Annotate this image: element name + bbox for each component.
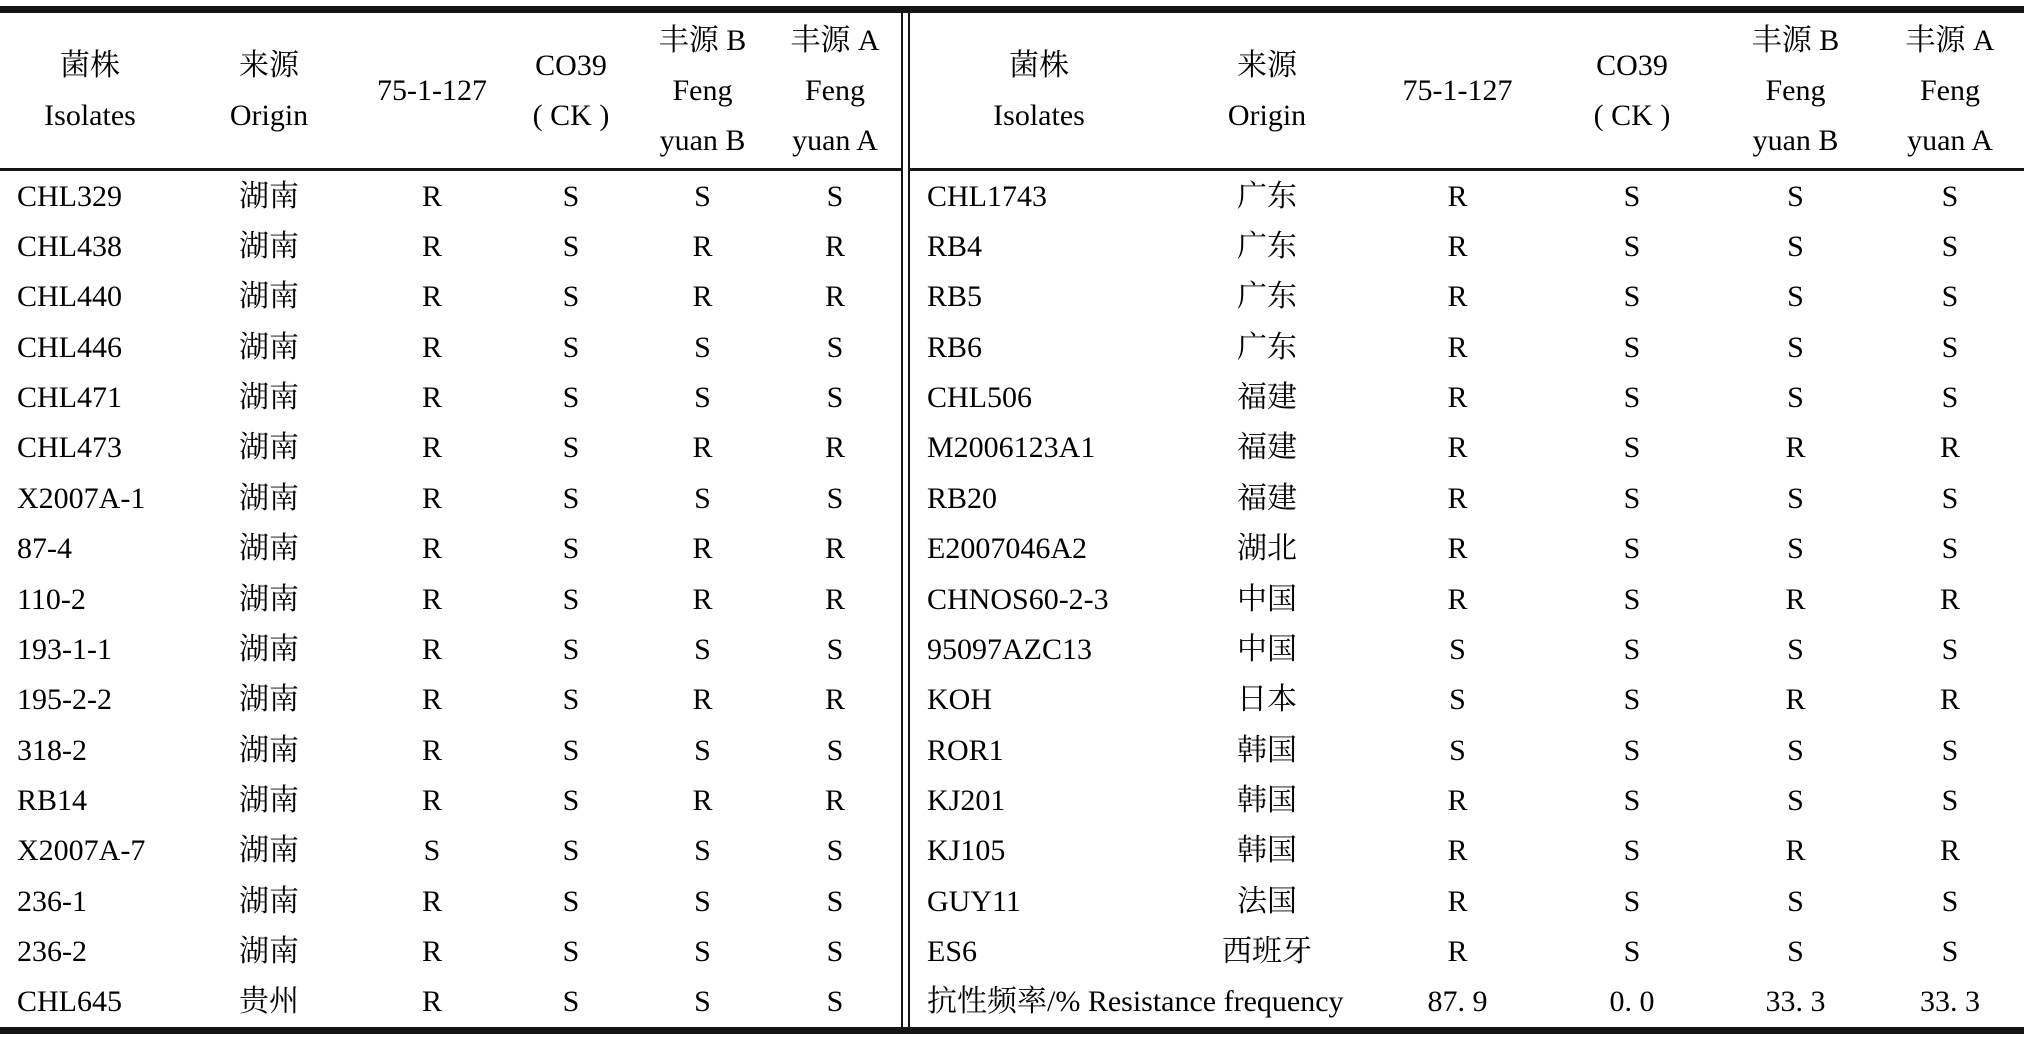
reaction-75-1-127-cell: R: [421, 330, 442, 364]
table-row: [910, 675, 2024, 725]
isolate-cell: KOH: [927, 683, 992, 717]
table-row: [910, 775, 2024, 825]
table-row: [0, 826, 901, 876]
column-header-75-1-127: [1366, 66, 1549, 116]
isolate-cell: GUY11: [927, 884, 1021, 918]
reaction-fengyuan-a-cell: S: [826, 632, 844, 666]
table-row: [0, 423, 901, 473]
reaction-fengyuan-b-cell: S: [694, 632, 711, 666]
table-row: [910, 826, 2024, 876]
table-row: [0, 473, 901, 523]
summary-label: 抗性频率/% Resistance frequency: [927, 985, 1344, 1019]
origin-cell: 法国: [1237, 884, 1297, 918]
reaction-fengyuan-a-cell: R: [1939, 683, 1960, 717]
origin-cell: 湖南: [239, 330, 299, 364]
isolate-cell: RB5: [927, 280, 983, 314]
reaction-75-1-127-cell: S: [1449, 632, 1466, 666]
origin-cell: 福建: [1237, 481, 1297, 515]
reaction-75-1-127-cell: R: [421, 783, 442, 817]
isolate-cell: 195-2-2: [17, 683, 112, 717]
reaction-co39-cell: S: [1623, 381, 1641, 415]
table-row: [0, 221, 901, 271]
reaction-co39-cell: S: [1623, 330, 1641, 364]
reaction-75-1-127-cell: R: [1447, 179, 1468, 213]
reaction-co39-cell: S: [562, 783, 580, 817]
reaction-75-1-127-cell: R: [1447, 783, 1468, 817]
isolate-cell: KJ105: [927, 834, 1006, 868]
reaction-fengyuan-b-cell: S: [1787, 884, 1804, 918]
center-double-rule: [901, 13, 910, 1027]
origin-cell: 日本: [1237, 683, 1297, 717]
column-header-line: Feng: [1920, 73, 1980, 107]
reaction-co39-cell: S: [562, 884, 580, 918]
reaction-75-1-127-cell: R: [1447, 431, 1468, 465]
column-header-line: ( CK ): [532, 98, 610, 132]
origin-cell: 西班牙: [1222, 935, 1312, 969]
reaction-75-1-127-cell: R: [421, 582, 442, 616]
isolate-cell: 95097AZC13: [927, 632, 1092, 666]
reaction-fengyuan-a-cell: S: [1941, 179, 1959, 213]
reaction-fengyuan-a-cell: S: [1941, 884, 1959, 918]
origin-cell: 韩国: [1237, 783, 1297, 817]
column-header-line: Origin: [1227, 98, 1307, 132]
reaction-co39-cell: S: [562, 632, 580, 666]
column-header-line: 来源: [1237, 48, 1297, 82]
reaction-fengyuan-b-cell: S: [1787, 783, 1804, 817]
reaction-fengyuan-b-cell: S: [694, 884, 711, 918]
reaction-fengyuan-a-cell: S: [1941, 733, 1959, 767]
isolate-cell: RB20: [927, 481, 998, 515]
reaction-75-1-127-cell: R: [1447, 532, 1468, 566]
column-header-fengyuan-a: [769, 16, 901, 166]
origin-cell: 湖南: [239, 532, 299, 566]
summary-value-75-1-127: 87. 9: [1427, 985, 1488, 1019]
reaction-fengyuan-a-cell: S: [826, 834, 844, 868]
reaction-fengyuan-a-cell: S: [1941, 935, 1959, 969]
isolate-cell: 110-2: [17, 582, 86, 616]
origin-cell: 湖南: [239, 884, 299, 918]
reaction-75-1-127-cell: R: [421, 381, 442, 415]
reaction-75-1-127-cell: R: [421, 985, 442, 1019]
reaction-fengyuan-b-cell: S: [1787, 280, 1804, 314]
reaction-75-1-127-cell: R: [421, 884, 442, 918]
reaction-fengyuan-a-cell: S: [1941, 330, 1959, 364]
reaction-fengyuan-a-cell: R: [824, 431, 845, 465]
isolate-cell: ES6: [927, 935, 978, 969]
reaction-75-1-127-cell: S: [423, 834, 441, 868]
reaction-co39-cell: S: [562, 179, 580, 213]
table-row: [0, 725, 901, 775]
reaction-fengyuan-a-cell: R: [824, 783, 845, 817]
column-header-line: Feng: [1765, 73, 1826, 107]
column-header-line: yuan A: [1907, 123, 1993, 157]
reaction-fengyuan-b-cell: R: [692, 431, 713, 465]
reaction-co39-cell: S: [562, 733, 580, 767]
origin-cell: 湖南: [239, 230, 299, 264]
reaction-fengyuan-b-cell: S: [694, 381, 711, 415]
reaction-co39-cell: S: [562, 834, 580, 868]
origin-cell: 中国: [1237, 582, 1297, 616]
reaction-fengyuan-a-cell: R: [1939, 582, 1960, 616]
origin-cell: 湖北: [1237, 532, 1297, 566]
reaction-fengyuan-a-cell: S: [826, 179, 844, 213]
reaction-fengyuan-b-cell: S: [1787, 230, 1804, 264]
column-header-line: Feng: [805, 73, 865, 107]
isolate-cell: E2007046A2: [927, 532, 1087, 566]
summary-value-co39: 0. 0: [1609, 985, 1655, 1019]
table-row: [0, 574, 901, 624]
isolate-cell: X2007A-7: [17, 834, 146, 868]
reaction-fengyuan-b-cell: R: [692, 783, 713, 817]
reaction-fengyuan-a-cell: R: [1939, 431, 1960, 465]
origin-cell: 湖南: [239, 935, 299, 969]
isolate-cell: CHL506: [927, 381, 1032, 415]
column-header-line: Isolates: [993, 98, 1085, 132]
reaction-co39-cell: S: [562, 582, 580, 616]
reaction-co39-cell: S: [1623, 935, 1641, 969]
reaction-75-1-127-cell: R: [1447, 381, 1468, 415]
table-row: [0, 977, 901, 1027]
reaction-fengyuan-b-cell: R: [1785, 834, 1806, 868]
table-row: [0, 272, 901, 322]
reaction-co39-cell: S: [562, 481, 580, 515]
reaction-fengyuan-a-cell: S: [826, 985, 844, 1019]
isolate-cell: RB14: [17, 783, 88, 817]
table-row: [0, 624, 901, 674]
reaction-fengyuan-a-cell: S: [1941, 532, 1959, 566]
reaction-fengyuan-a-cell: S: [826, 481, 844, 515]
reaction-fengyuan-b-cell: R: [692, 280, 713, 314]
reaction-75-1-127-cell: R: [1447, 481, 1468, 515]
table-row: [910, 725, 2024, 775]
reaction-fengyuan-b-cell: S: [694, 330, 711, 364]
table-row: [910, 876, 2024, 926]
reaction-fengyuan-b-cell: S: [694, 834, 711, 868]
origin-cell: 广东: [1237, 330, 1297, 364]
reaction-75-1-127-cell: R: [1447, 230, 1468, 264]
origin-cell: 广东: [1237, 179, 1297, 213]
origin-cell: 湖南: [239, 179, 299, 213]
table-row: [0, 524, 901, 574]
reaction-fengyuan-b-cell: R: [1785, 683, 1806, 717]
origin-cell: 韩国: [1237, 834, 1297, 868]
reaction-co39-cell: S: [562, 381, 580, 415]
reaction-fengyuan-b-cell: S: [1787, 481, 1804, 515]
table-row: [0, 171, 901, 221]
reaction-75-1-127-cell: R: [421, 179, 442, 213]
table-row: [910, 624, 2024, 674]
reaction-co39-cell: S: [1623, 632, 1641, 666]
column-header-fengyuan-a: [1876, 16, 2024, 166]
reaction-fengyuan-a-cell: R: [824, 683, 845, 717]
reaction-75-1-127-cell: R: [1447, 582, 1468, 616]
left-data-rows: [0, 171, 901, 1027]
reaction-fengyuan-b-cell: S: [1787, 330, 1804, 364]
summary-row: [910, 977, 2024, 1027]
column-header-line: 丰源 A: [790, 23, 880, 57]
table-row: [0, 926, 901, 976]
reaction-co39-cell: S: [1623, 532, 1641, 566]
reaction-fengyuan-b-cell: R: [692, 582, 713, 616]
column-header-origin: [1168, 41, 1366, 141]
reaction-co39-cell: S: [1623, 230, 1641, 264]
resistance-table: [0, 6, 2024, 1034]
column-header-line: yuan A: [792, 123, 878, 157]
reaction-co39-cell: S: [1623, 733, 1641, 767]
isolate-cell: CHL438: [17, 230, 122, 264]
reaction-fengyuan-a-cell: R: [824, 582, 845, 616]
reaction-fengyuan-b-cell: S: [694, 179, 711, 213]
table-row: [0, 372, 901, 422]
column-header-line: 丰源 A: [1905, 23, 1995, 57]
reaction-co39-cell: S: [1623, 834, 1641, 868]
isolate-cell: KJ201: [927, 783, 1006, 817]
reaction-fengyuan-a-cell: R: [824, 532, 845, 566]
origin-cell: 广东: [1237, 280, 1297, 314]
column-header-line: 丰源 B: [658, 23, 747, 57]
reaction-fengyuan-b-cell: S: [1787, 632, 1804, 666]
reaction-75-1-127-cell: R: [421, 632, 442, 666]
column-header-line: 75-1-127: [1402, 73, 1513, 107]
isolate-cell: 236-1: [17, 884, 87, 918]
reaction-fengyuan-a-cell: S: [1941, 632, 1959, 666]
origin-cell: 贵州: [239, 985, 299, 1019]
reaction-co39-cell: S: [1623, 783, 1641, 817]
reaction-75-1-127-cell: R: [421, 280, 442, 314]
reaction-fengyuan-b-cell: R: [692, 230, 713, 264]
reaction-fengyuan-b-cell: S: [694, 935, 711, 969]
column-header-line: yuan B: [1752, 123, 1839, 157]
column-header-fengyuan-b: [636, 16, 769, 166]
column-header-fengyuan-b: [1715, 16, 1876, 166]
reaction-fengyuan-a-cell: S: [826, 381, 844, 415]
isolate-cell: CHL1743: [927, 179, 1047, 213]
reaction-co39-cell: S: [1623, 683, 1641, 717]
reaction-fengyuan-b-cell: S: [694, 733, 711, 767]
reaction-fengyuan-a-cell: S: [1941, 280, 1959, 314]
reaction-75-1-127-cell: R: [421, 481, 442, 515]
column-header-line: 75-1-127: [377, 73, 487, 107]
reaction-fengyuan-a-cell: S: [1941, 481, 1959, 515]
isolate-cell: CHL440: [17, 280, 122, 314]
reaction-co39-cell: S: [562, 935, 580, 969]
reaction-co39-cell: S: [1623, 280, 1641, 314]
right-header-row: [910, 13, 2024, 171]
reaction-co39-cell: S: [1623, 179, 1641, 213]
column-header-line: CO39: [535, 48, 607, 82]
reaction-75-1-127-cell: R: [421, 935, 442, 969]
table-row: [910, 322, 2024, 372]
reaction-fengyuan-b-cell: R: [1785, 582, 1806, 616]
origin-cell: 湖南: [239, 683, 299, 717]
table-row: [910, 171, 2024, 221]
reaction-co39-cell: S: [1623, 481, 1641, 515]
origin-cell: 湖南: [239, 280, 299, 314]
reaction-fengyuan-b-cell: R: [692, 683, 713, 717]
column-header-line: 菌株: [1009, 48, 1069, 82]
reaction-co39-cell: S: [1623, 431, 1641, 465]
reaction-75-1-127-cell: R: [421, 230, 442, 264]
left-header-row: [0, 13, 901, 171]
table-row: [0, 675, 901, 725]
table-row: [910, 272, 2024, 322]
reaction-fengyuan-b-cell: R: [692, 532, 713, 566]
table-row: [910, 372, 2024, 422]
column-header-line: yuan B: [659, 123, 746, 157]
table-row: [910, 423, 2024, 473]
reaction-75-1-127-cell: R: [1447, 935, 1468, 969]
reaction-fengyuan-a-cell: R: [824, 230, 845, 264]
reaction-fengyuan-a-cell: R: [824, 280, 845, 314]
reaction-co39-cell: S: [562, 230, 580, 264]
table-row: [910, 574, 2024, 624]
reaction-75-1-127-cell: R: [1447, 834, 1468, 868]
reaction-75-1-127-cell: R: [421, 431, 442, 465]
isolate-cell: 193-1-1: [17, 632, 112, 666]
reaction-fengyuan-b-cell: S: [1787, 381, 1804, 415]
right-table-half: [910, 13, 2024, 1027]
reaction-fengyuan-b-cell: S: [694, 985, 711, 1019]
summary-value-fengyuan-a: 33. 3: [1920, 985, 1980, 1019]
isolate-cell: CHL473: [17, 431, 122, 465]
origin-cell: 湖南: [239, 431, 299, 465]
reaction-co39-cell: S: [562, 985, 580, 1019]
column-header-isolates: [0, 41, 180, 141]
reaction-fengyuan-b-cell: S: [1787, 935, 1804, 969]
table-row: [910, 473, 2024, 523]
isolate-cell: CHL471: [17, 381, 122, 415]
origin-cell: 湖南: [239, 632, 299, 666]
isolate-cell: M2006123A1: [927, 431, 1096, 465]
column-header-line: CO39: [1596, 48, 1668, 82]
summary-value-fengyuan-b: 33. 3: [1765, 985, 1826, 1019]
reaction-75-1-127-cell: R: [1447, 330, 1468, 364]
column-header-line: Feng: [672, 73, 733, 107]
column-header-co39-ck: [506, 41, 636, 141]
origin-cell: 湖南: [239, 733, 299, 767]
reaction-75-1-127-cell: S: [1449, 683, 1466, 717]
reaction-75-1-127-cell: R: [1447, 884, 1468, 918]
isolate-cell: CHNOS60-2-3: [927, 582, 1109, 616]
table-row: [910, 926, 2024, 976]
reaction-75-1-127-cell: R: [421, 733, 442, 767]
reaction-fengyuan-a-cell: S: [1941, 230, 1959, 264]
column-header-co39-ck: [1549, 41, 1715, 141]
reaction-fengyuan-b-cell: S: [1787, 179, 1804, 213]
left-table-half: [0, 13, 901, 1027]
isolate-cell: X2007A-1: [17, 481, 146, 515]
column-header-line: ( CK ): [1593, 98, 1671, 132]
reaction-75-1-127-cell: R: [1447, 280, 1468, 314]
reaction-co39-cell: S: [562, 330, 580, 364]
reaction-fengyuan-b-cell: S: [694, 481, 711, 515]
isolate-cell: RB6: [927, 330, 983, 364]
reaction-fengyuan-a-cell: R: [1939, 834, 1960, 868]
origin-cell: 湖南: [239, 834, 299, 868]
reaction-fengyuan-b-cell: S: [1787, 733, 1804, 767]
reaction-fengyuan-a-cell: S: [826, 935, 844, 969]
isolate-cell: 236-2: [17, 935, 87, 969]
isolate-cell: RB4: [927, 230, 983, 264]
column-header-origin: [180, 41, 358, 141]
reaction-fengyuan-a-cell: S: [826, 733, 844, 767]
reaction-fengyuan-a-cell: S: [826, 330, 844, 364]
reaction-co39-cell: S: [562, 532, 580, 566]
reaction-co39-cell: S: [562, 683, 580, 717]
origin-cell: 湖南: [239, 582, 299, 616]
reaction-co39-cell: S: [1623, 582, 1641, 616]
column-header-line: 丰源 B: [1751, 23, 1840, 57]
origin-cell: 韩国: [1237, 733, 1297, 767]
reaction-fengyuan-b-cell: R: [1785, 431, 1806, 465]
reaction-co39-cell: S: [562, 431, 580, 465]
reaction-co39-cell: S: [1623, 884, 1641, 918]
isolate-cell: CHL645: [17, 985, 122, 1019]
reaction-75-1-127-cell: R: [421, 532, 442, 566]
reaction-fengyuan-a-cell: S: [1941, 381, 1959, 415]
table-row: [0, 322, 901, 372]
reaction-75-1-127-cell: S: [1449, 733, 1466, 767]
column-header-line: 来源: [239, 48, 299, 82]
origin-cell: 湖南: [239, 481, 299, 515]
isolate-cell: ROR1: [927, 733, 1004, 767]
table-row: [910, 221, 2024, 271]
origin-cell: 湖南: [239, 381, 299, 415]
reaction-fengyuan-a-cell: S: [1941, 783, 1959, 817]
column-header-line: Origin: [229, 98, 309, 132]
origin-cell: 湖南: [239, 783, 299, 817]
reaction-fengyuan-b-cell: S: [1787, 532, 1804, 566]
isolate-cell: 87-4: [17, 532, 72, 566]
table-row: [910, 524, 2024, 574]
right-data-rows: [910, 171, 2024, 977]
column-header-line: 菌株: [60, 48, 120, 82]
reaction-co39-cell: S: [562, 280, 580, 314]
reaction-75-1-127-cell: R: [421, 683, 442, 717]
isolate-cell: CHL329: [17, 179, 122, 213]
isolate-cell: 318-2: [17, 733, 87, 767]
table-row: [0, 775, 901, 825]
column-header-line: Isolates: [44, 98, 136, 132]
origin-cell: 福建: [1237, 381, 1297, 415]
origin-cell: 福建: [1237, 431, 1297, 465]
origin-cell: 中国: [1237, 632, 1297, 666]
column-header-isolates: [910, 41, 1168, 141]
column-header-75-1-127: [358, 66, 506, 116]
origin-cell: 广东: [1237, 230, 1297, 264]
table-row: [0, 876, 901, 926]
reaction-fengyuan-a-cell: S: [826, 884, 844, 918]
isolate-cell: CHL446: [17, 330, 122, 364]
